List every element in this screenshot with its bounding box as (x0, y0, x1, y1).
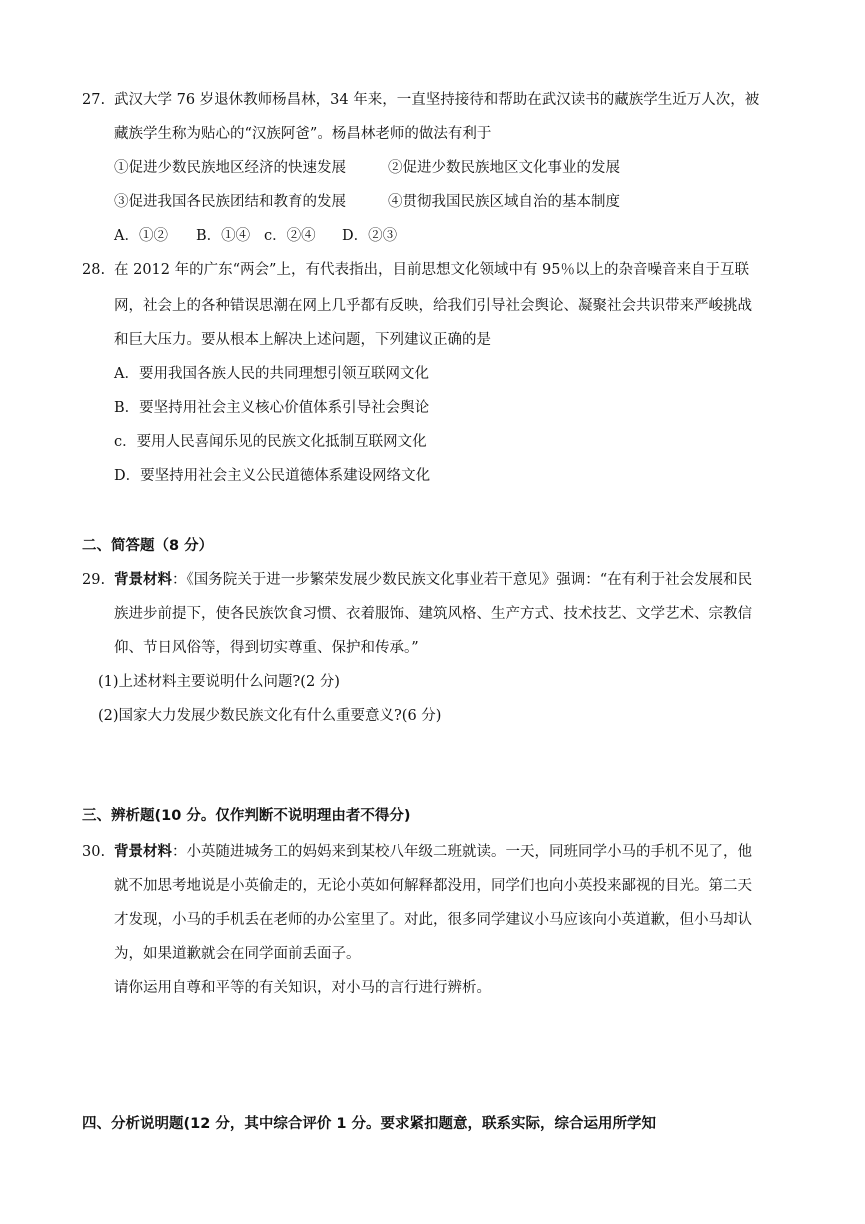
q27-option-d: D．②③ (342, 228, 398, 244)
q27-text-line-1: 武汉大学 76 岁退休教师杨昌林，34 年来，一直坚持接待和帮助在武汉读书的藏族学生近万人次，被 (114, 92, 760, 108)
q27-item-1: ①促进少数民族地区经济的快速发展 (114, 160, 346, 176)
q28-text-line-2: 网，社会上的各种错误思潮在网上几乎都有反映，给我们引导社会舆论、凝聚社会共识带来严峻挑战 (114, 298, 752, 314)
q29-background-label: 背景材料 (114, 572, 172, 588)
q29-number: 29. (82, 572, 106, 588)
q30-text-line-3: 才发现，小马的手机丢在老师的办公室里了。对此，很多同学建议小马应该向小英道歉，但小马却认 (114, 912, 752, 928)
q30-text-line-2: 就不加思考地说是小英偷走的，无论小英如何解释都没用，同学们也向小英投来鄙视的目光。第二天 (114, 878, 752, 894)
q29-text-line-3: 仰、节日风俗等，得到切实尊重、保护和传承。” (114, 640, 419, 656)
q28-option-d: D．要坚持用社会主义公民道德体系建设网络文化 (114, 468, 431, 484)
q30-text-line-5: 请你运用自尊和平等的有关知识，对小马的言行进行辨析。 (114, 980, 491, 996)
q28-option-c: c．要用人民喜闻乐见的民族文化抵制互联网文化 (114, 434, 427, 450)
q29-text-line-1 (114, 570, 752, 590)
q27-item-4: ④贯彻我国民族区域自治的基本制度 (388, 194, 620, 210)
q27-option-c: c．②④ (264, 228, 316, 244)
q27-text-line-2: 藏族学生称为贴心的“汉族阿爸”。杨昌林老师的做法有利于 (114, 126, 492, 142)
q30-number: 30. (82, 844, 106, 860)
q28-number: 28. (82, 262, 106, 278)
q29-text-line-2: 族进步前提下，使各民族饮食习惯、衣着服饰、建筑风格、生产方式、技术技艺、文学艺术、宗教信 (114, 606, 752, 622)
q30-text-line-4: 为，如果道歉就会在同学面前丢面子。 (114, 946, 361, 962)
q29-line-1-rest: ：《国务院关于进一步繁荣发展少数民族文化事业若干意见》强调：“在有利于社会发展和民 (172, 572, 753, 588)
q28-option-a: A．要用我国各族人民的共同理想引领互联网文化 (114, 366, 429, 382)
q28-text-line-1: 在 2012 年的广东“两会”上，有代表指出，目前思想文化领域中有 95％以上的杂音噪音来自于互联 (114, 262, 750, 278)
q27-item-3: ③促进我国各民族团结和教育的发展 (114, 194, 346, 210)
q27-options (114, 226, 397, 246)
section-2-heading: 二、简答题（8 分） (82, 538, 214, 554)
q30-line-1-rest: ：小英随进城务工的妈妈来到某校八年级二班就读。一天，同班同学小马的手机不见了，他 (172, 844, 752, 860)
q27-number: 27. (82, 92, 106, 108)
q27-option-a: A．①② (114, 228, 168, 244)
q28-option-b: B．要坚持用社会主义核心价值体系引导社会舆论 (114, 400, 430, 416)
section-4-heading: 四、分析说明题(12 分，其中综合评价 1 分。要求紧扣题意，联系实际，综合运用所学知 (82, 1116, 657, 1132)
q30-background-label: 背景材料 (114, 844, 172, 860)
q30-text-line-1 (114, 842, 752, 862)
q27-item-2: ②促进少数民族地区文化事业的发展 (388, 160, 620, 176)
section-3-heading: 三、辨析题(10 分。仅作判断不说明理由者不得分) (82, 808, 411, 824)
q29-sub-question-2: (2)国家大力发展少数民族文化有什么重要意义?(6 分) (98, 708, 442, 724)
q28-text-line-3: 和巨大压力。要从根本上解决上述问题，下列建议正确的是 (114, 332, 491, 348)
q29-sub-question-1: (1)上述材料主要说明什么问题?(2 分) (98, 674, 340, 690)
q27-option-b: B．①④ (196, 228, 251, 244)
